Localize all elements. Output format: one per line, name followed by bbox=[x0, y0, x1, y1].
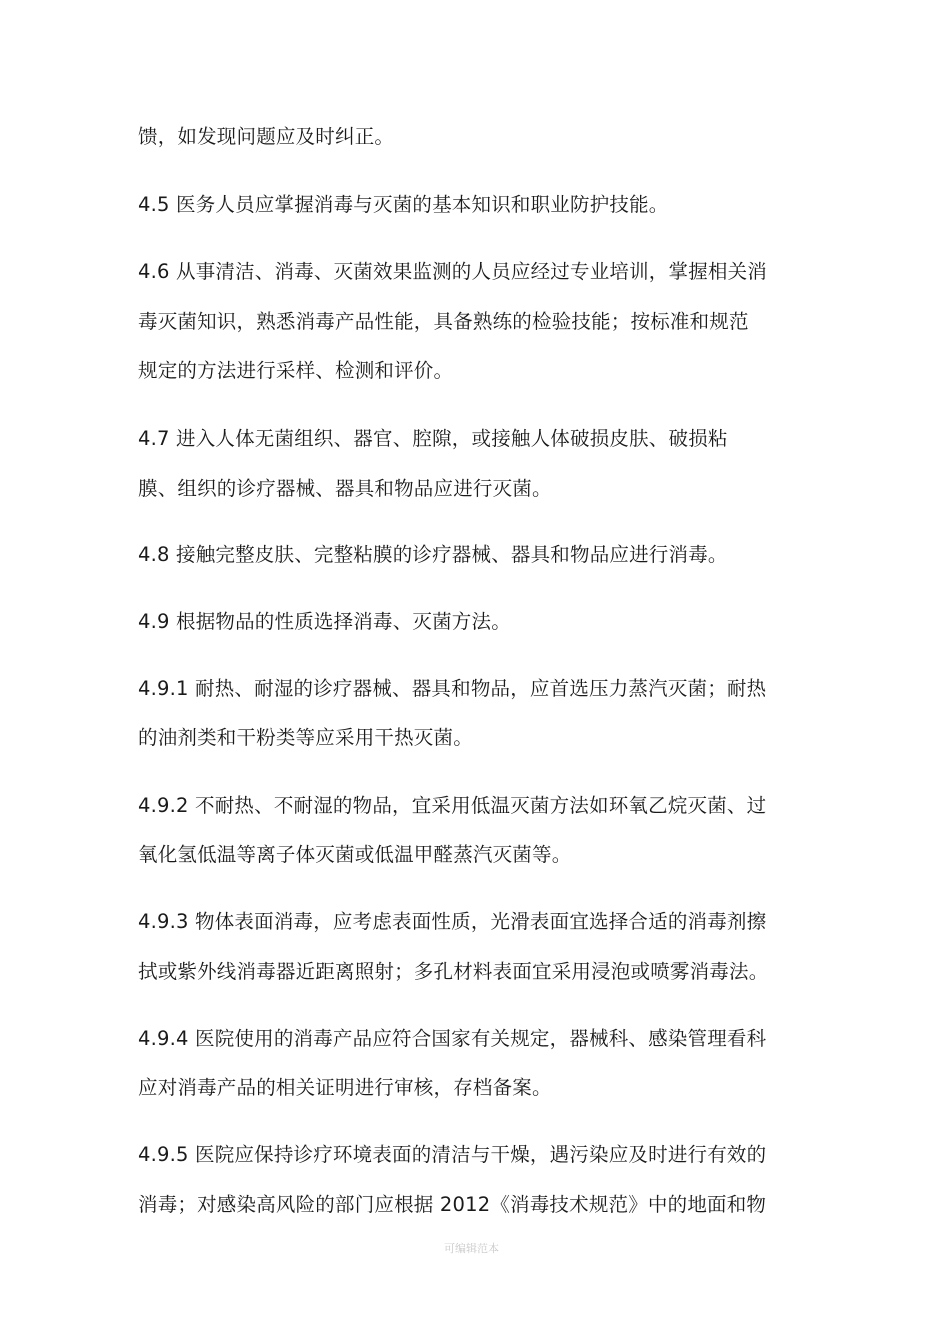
text-line: 毒灭菌知识，熟悉消毒产品性能，具备熟练的检验技能；按标准和规范 bbox=[138, 310, 749, 333]
text-line: 消毒；对感染高风险的部门应根据 2012《消毒技术规范》中的地面和物 bbox=[138, 1193, 767, 1216]
text-line: 4.9.5 医院应保持诊疗环境表面的清洁与干燥，遇污染应及时进行有效的 bbox=[138, 1143, 767, 1166]
text-line: 4.8 接触完整皮肤、完整粘膜的诊疗器械、器具和物品应进行消毒。 bbox=[138, 543, 728, 566]
text-line: 膜、组织的诊疗器械、器具和物品应进行灭菌。 bbox=[138, 477, 552, 500]
text-line: 4.6 从事清洁、消毒、灭菌效果监测的人员应经过专业培训，掌握相关消 bbox=[138, 260, 768, 283]
text-line: 应对消毒产品的相关证明进行审核，存档备案。 bbox=[138, 1076, 552, 1099]
text-line: 4.7 进入人体无菌组织、器官、腔隙，或接触人体破损皮肤、破损粘 bbox=[138, 427, 728, 450]
text-line: 拭或紫外线消毒器近距离照射；多孔材料表面宜采用浸泡或喷雾消毒法。 bbox=[138, 960, 769, 983]
page-footer: 可编辑范本 bbox=[444, 1242, 499, 1255]
text-line: 馈，如发现问题应及时纠正。 bbox=[138, 125, 395, 148]
text-line: 4.9.2 不耐热、不耐湿的物品，宜采用低温灭菌方法如环氧乙烷灭菌、过 bbox=[138, 794, 767, 817]
text-line: 4.5 医务人员应掌握消毒与灭菌的基本知识和职业防护技能。 bbox=[138, 193, 669, 216]
text-line: 4.9 根据物品的性质选择消毒、灭菌方法。 bbox=[138, 610, 511, 633]
text-line: 规定的方法进行采样、检测和评价。 bbox=[138, 359, 454, 382]
text-line: 4.9.1 耐热、耐湿的诊疗器械、器具和物品，应首选压力蒸汽灭菌；耐热 bbox=[138, 677, 767, 700]
text-line: 4.9.4 医院使用的消毒产品应符合国家有关规定，器械科、感染管理看科 bbox=[138, 1027, 767, 1050]
text-line: 氧化氢低温等离子体灭菌或低温甲醛蒸汽灭菌等。 bbox=[138, 843, 572, 866]
text-line: 的油剂类和干粉类等应采用干热灭菌。 bbox=[138, 726, 473, 749]
text-line: 4.9.3 物体表面消毒，应考虑表面性质，光滑表面宜选择合适的消毒剂擦 bbox=[138, 910, 767, 933]
